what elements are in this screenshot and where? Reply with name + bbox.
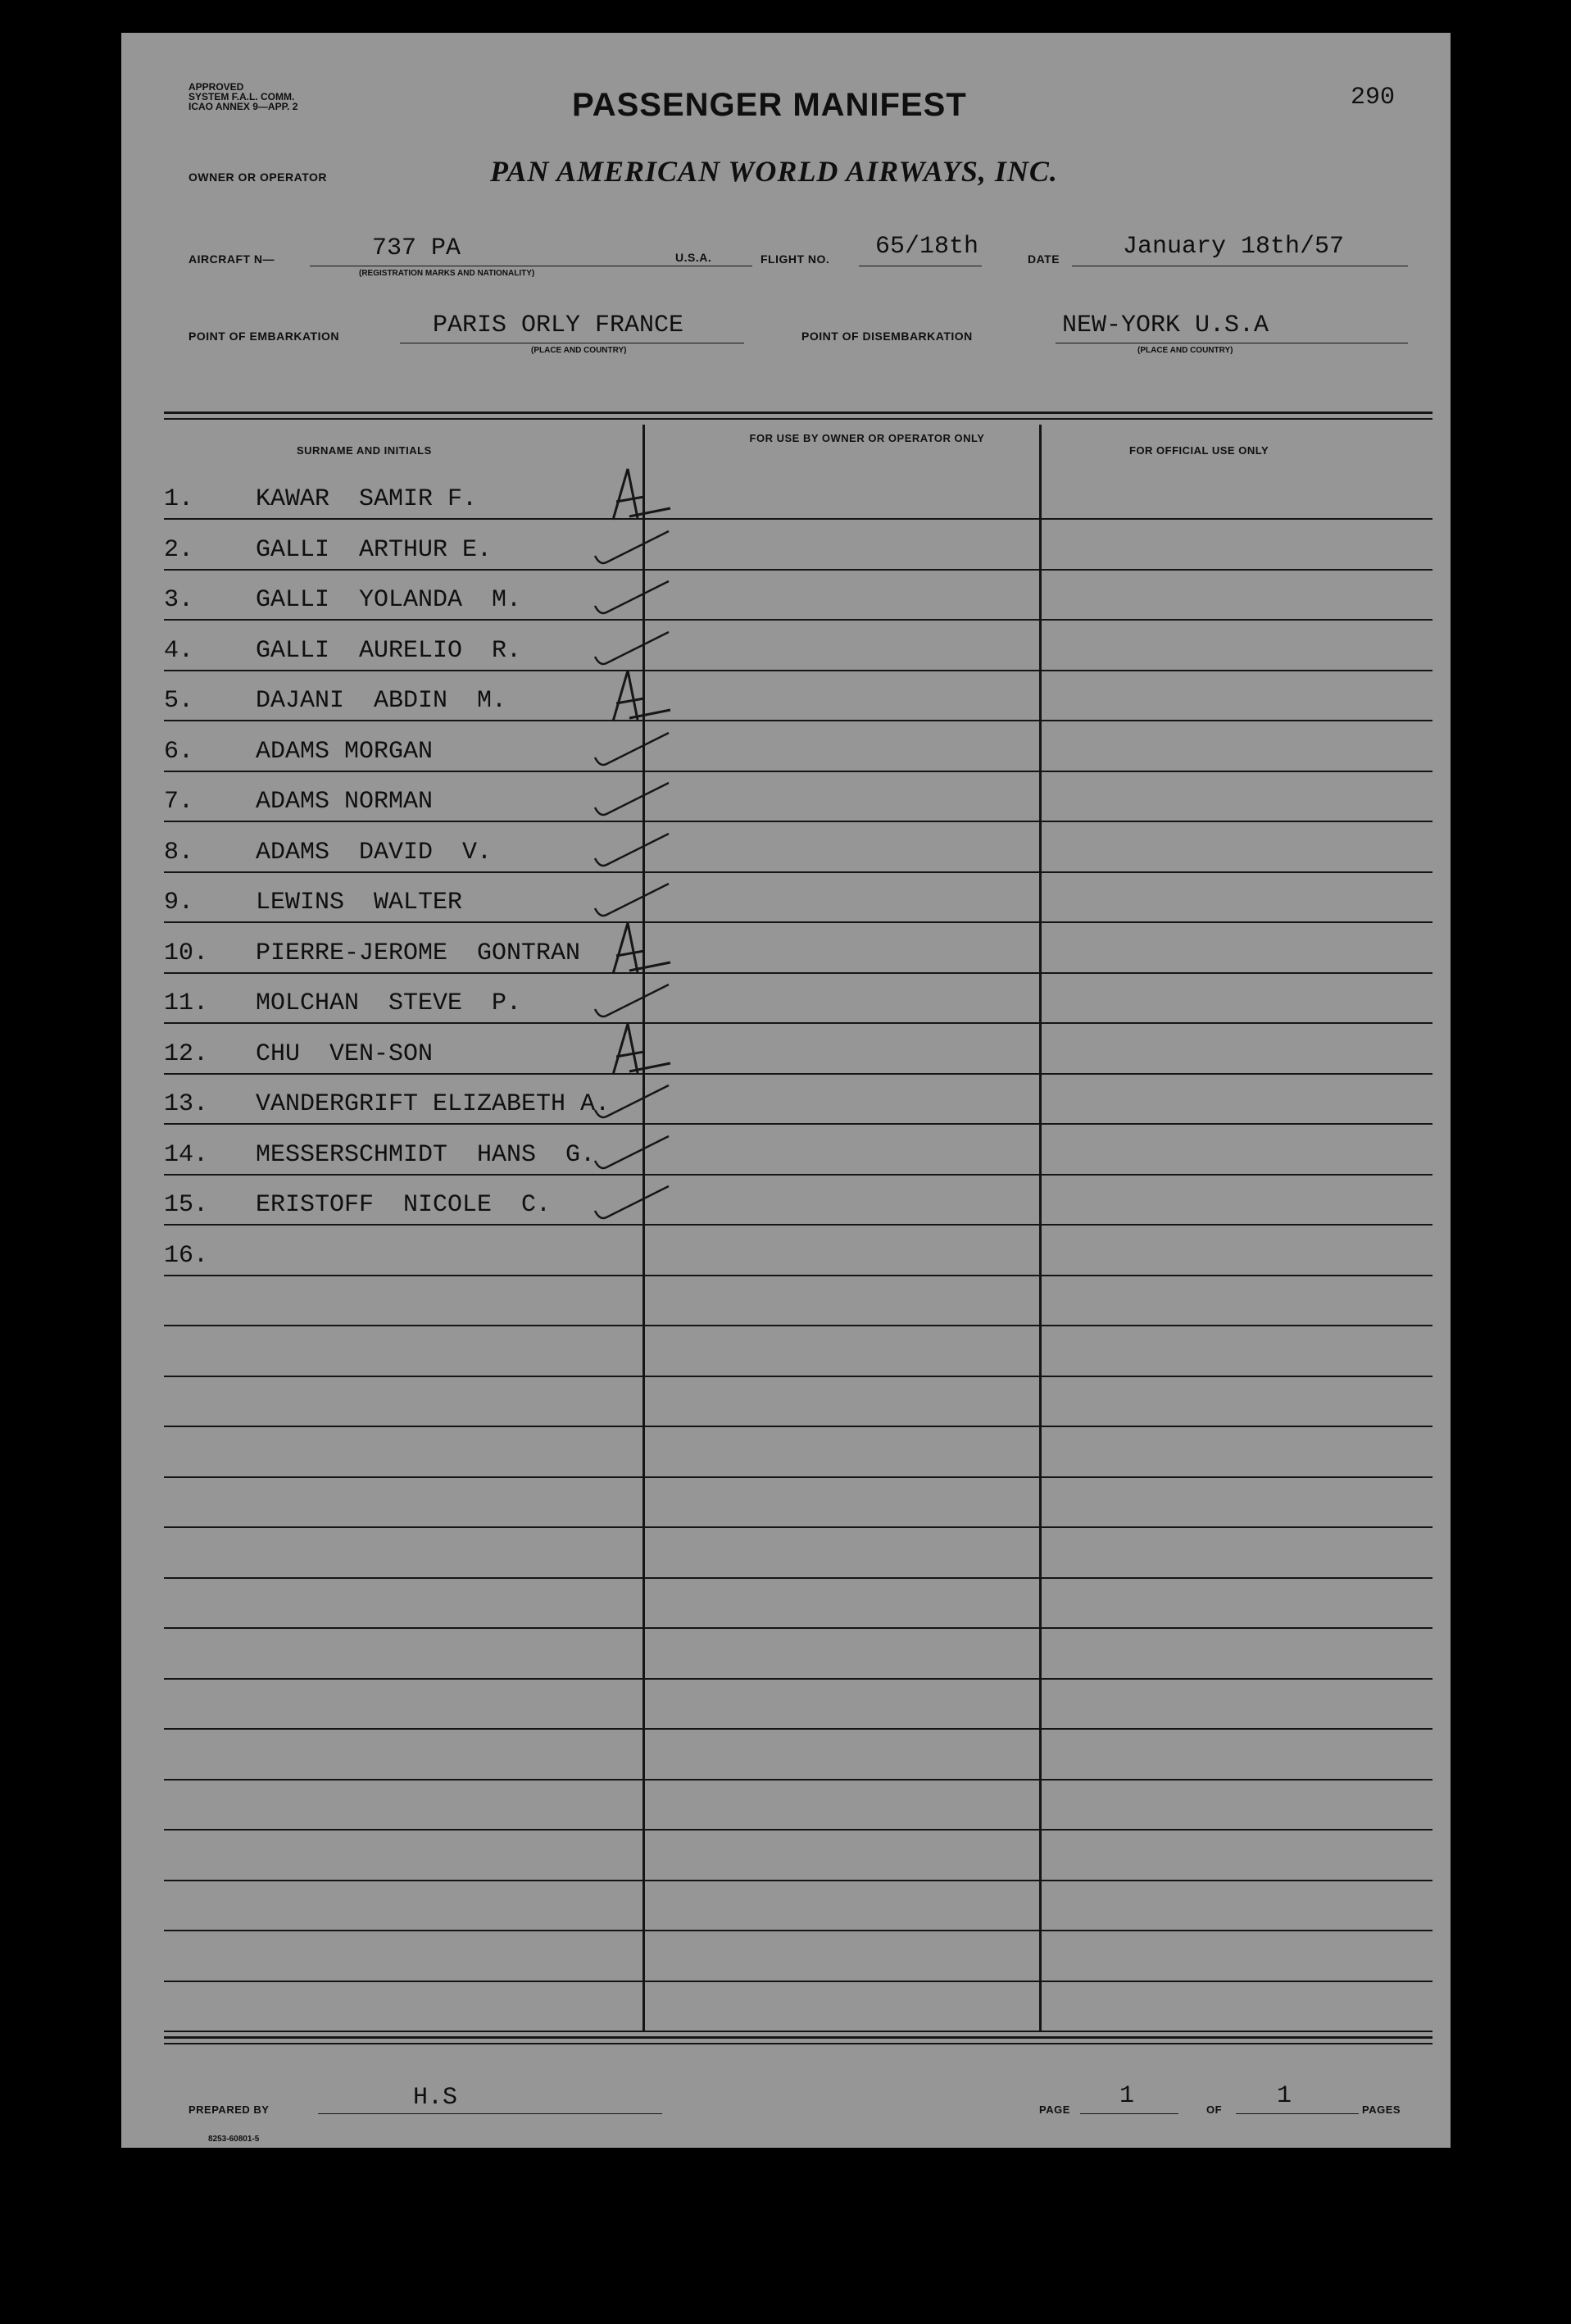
passenger-name: GALLI YOLANDA M.: [256, 586, 522, 614]
table-top-rule-2: [164, 418, 1433, 420]
embark-value: PARIS ORLY FRANCE: [433, 312, 684, 339]
page-number: 290: [1351, 84, 1396, 111]
disembark-label: POINT OF DISEMBARKATION: [801, 330, 973, 343]
row-rule: [164, 1476, 1433, 1478]
row-rule: [164, 1123, 1433, 1125]
prepared-value: H.S: [413, 2084, 458, 2112]
row-rule: [164, 1981, 1433, 1982]
row-rule: [164, 972, 1433, 974]
row-number: 15.: [164, 1191, 209, 1219]
column-header-name: SURNAME AND INITIALS: [297, 444, 432, 457]
row-rule: [164, 670, 1433, 671]
page-label: PAGE: [1039, 2103, 1070, 2116]
row-rule: [164, 1073, 1433, 1075]
row-rule: [164, 1224, 1433, 1226]
manifest-page: [121, 33, 1451, 2148]
row-number: 9.: [164, 889, 194, 916]
passenger-name: LEWINS WALTER: [256, 889, 463, 916]
row-rule: [164, 569, 1433, 571]
row-number: 1.: [164, 485, 194, 513]
row-number: 3.: [164, 586, 194, 614]
of-value: 1: [1277, 2082, 1292, 2110]
row-rule: [164, 1526, 1433, 1528]
letter-a-mark-icon: [605, 667, 695, 725]
form-code: 8253-60801-5: [208, 2135, 260, 2144]
row-rule: [164, 1779, 1433, 1781]
row-rule: [164, 1426, 1433, 1427]
row-rule: [164, 1829, 1433, 1831]
approval-stamp: APPROVED SYSTEM F.A.L. COMM. ICAO ANNEX 9—APP. 2: [188, 81, 298, 112]
usa-label: U.S.A.: [675, 251, 712, 264]
date-value: January 18th/57: [1123, 233, 1345, 261]
row-number: 6.: [164, 738, 194, 766]
passenger-name: MOLCHAN STEVE P.: [256, 989, 522, 1017]
passenger-name: VANDERGRIFT ELIZABETH A.: [256, 1090, 611, 1118]
aircraft-caption: (REGISTRATION MARKS AND NATIONALITY): [359, 269, 535, 278]
of-underline: [1236, 2113, 1359, 2114]
row-rule: [164, 1880, 1433, 1881]
passenger-name: ADAMS DAVID V.: [256, 839, 493, 866]
page-title: PASSENGER MANIFEST: [572, 87, 967, 123]
row-rule: [164, 2031, 1433, 2032]
table-bottom-rule-2: [164, 2043, 1433, 2044]
of-label: OF: [1206, 2103, 1223, 2116]
passenger-name: DAJANI ABDIN M.: [256, 687, 507, 715]
passenger-name: PIERRE-JEROME GONTRAN: [256, 939, 581, 967]
aircraft-value: 737 PA: [372, 234, 461, 262]
letter-a-mark-icon: [605, 1021, 695, 1078]
flight-value: 65/18th: [875, 233, 979, 261]
row-number: 14.: [164, 1141, 209, 1169]
letter-a-mark-icon: [605, 466, 695, 523]
passenger-name: KAWAR SAMIR F.: [256, 485, 478, 513]
embark-caption: (PLACE AND COUNTRY): [531, 346, 627, 355]
column-header-official: FOR OFFICIAL USE ONLY: [1129, 444, 1269, 457]
table-bottom-rule: [164, 2036, 1433, 2039]
prepared-underline: [318, 2113, 662, 2114]
row-rule: [164, 771, 1433, 772]
flight-label: FLIGHT NO.: [761, 252, 830, 266]
row-rule: [164, 518, 1433, 520]
owner-label: OWNER OR OPERATOR: [188, 171, 327, 184]
column-header-operator: FOR USE BY OWNER OR OPERATOR ONLY: [749, 432, 985, 444]
row-rule: [164, 1930, 1433, 1931]
prepared-label: PREPARED BY: [188, 2103, 270, 2116]
disembark-value: NEW-YORK U.S.A: [1062, 312, 1269, 339]
row-rule: [164, 821, 1433, 822]
row-number: 13.: [164, 1090, 209, 1118]
passenger-name: ERISTOFF NICOLE C.: [256, 1191, 552, 1219]
passenger-name: ADAMS MORGAN: [256, 738, 434, 766]
passenger-name: CHU VEN-SON: [256, 1040, 434, 1068]
row-rule: [164, 1174, 1433, 1176]
row-rule: [164, 1275, 1433, 1276]
row-rule: [164, 921, 1433, 923]
row-rule: [164, 1627, 1433, 1629]
column-divider-2: [1039, 425, 1042, 2031]
page-underline: [1080, 2113, 1178, 2114]
passenger-name: MESSERSCHMIDT HANS G.: [256, 1141, 596, 1169]
passenger-name: GALLI ARTHUR E.: [256, 536, 493, 564]
row-rule: [164, 1376, 1433, 1377]
letter-a-mark-icon: [605, 920, 695, 977]
row-number: 5.: [164, 687, 194, 715]
row-rule: [164, 1325, 1433, 1326]
passenger-name: ADAMS NORMAN: [256, 788, 434, 816]
row-rule: [164, 1577, 1433, 1579]
row-rule: [164, 1678, 1433, 1680]
disembark-caption: (PLACE AND COUNTRY): [1137, 346, 1233, 355]
row-number: 2.: [164, 536, 194, 564]
row-number: 7.: [164, 788, 194, 816]
row-rule: [164, 619, 1433, 621]
row-number: 12.: [164, 1040, 209, 1068]
row-rule: [164, 1728, 1433, 1730]
aircraft-label: AIRCRAFT N—: [188, 252, 275, 266]
row-number: 16.: [164, 1242, 209, 1270]
row-rule: [164, 871, 1433, 873]
pages-label: PAGES: [1362, 2103, 1401, 2116]
passenger-name: GALLI AURELIO R.: [256, 637, 522, 665]
row-number: 11.: [164, 989, 209, 1017]
row-rule: [164, 1022, 1433, 1024]
row-rule: [164, 720, 1433, 721]
airline-name: PAN AMERICAN WORLD AIRWAYS, INC.: [490, 155, 1058, 188]
embark-label: POINT OF EMBARKATION: [188, 330, 339, 343]
table-top-rule: [164, 412, 1433, 414]
row-number: 4.: [164, 637, 194, 665]
date-label: DATE: [1028, 252, 1060, 266]
page-value: 1: [1119, 2082, 1135, 2110]
row-number: 10.: [164, 939, 209, 967]
row-number: 8.: [164, 839, 194, 866]
